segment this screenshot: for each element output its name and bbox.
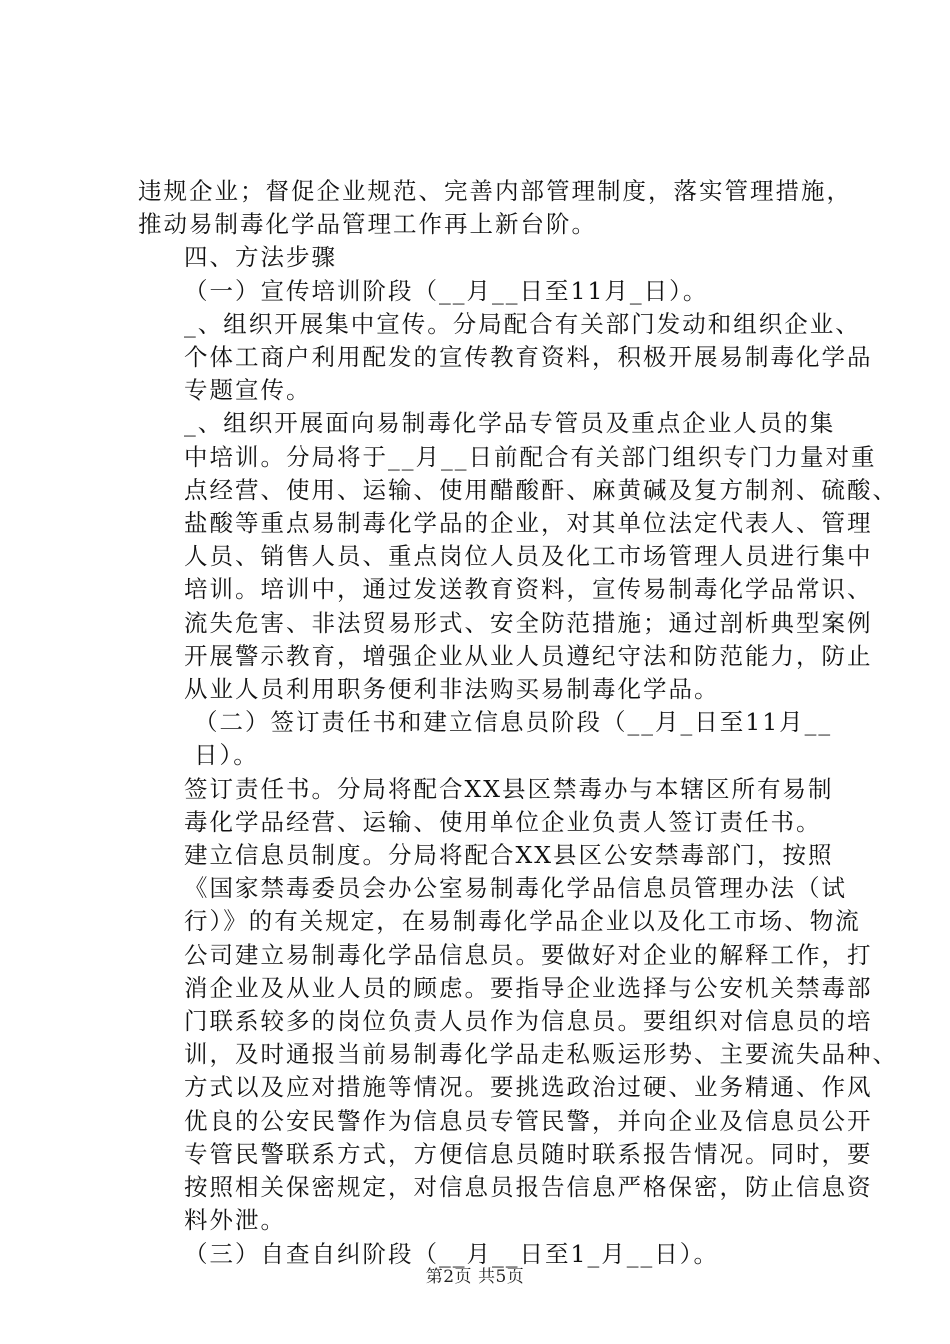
document-body (138, 175, 898, 1271)
text-line: 门联系较多的岗位负责人员作为信息员。要组织对信息员的培 (184, 1007, 873, 1036)
text-line: 个体工商户利用配发的宣传教育资料，积极开展易制毒化学品 (184, 343, 873, 372)
text-line: （三）自查自纠阶段（__月__日至1_月__日）。 (184, 1239, 719, 1268)
paragraph-informant (138, 839, 898, 1237)
subsection-heading-1 (138, 275, 838, 308)
text-line: 建立信息员制度。分局将配合XX县区公安禁毒部门，按照 (184, 841, 834, 870)
paragraph-publicity (138, 308, 873, 408)
text-line: _、组织开展集中宣传。分局配合有关部门发动和组织企业、 (184, 309, 861, 338)
text-line: 专题宣传。 (184, 376, 312, 405)
text-line: 按照相关保密规定，对信息员报告信息严格保密，防止信息资 (184, 1173, 873, 1202)
text-line: 毒化学品经营、运输、使用单位企业负责人签订责任书。 (184, 807, 822, 836)
text-line: 流失危害、非法贸易形式、安全防范措施；通过剖析典型案例 (184, 608, 873, 637)
text-line: 训，及时通报当前易制毒化学品走私贩运形势、主要流失品种、 (184, 1040, 898, 1069)
text-line: 开展警示教育，增强企业从业人员遵纪守法和防范能力，防止 (184, 641, 873, 670)
text-line: 专管民警联系方式，方便信息员随时联系报告情况。同时，要 (184, 1139, 873, 1168)
paragraph-responsibility (138, 773, 838, 839)
text-line: 料外泄。 (184, 1206, 286, 1235)
paragraph-intro (138, 175, 852, 241)
text-line: 人员、销售人员、重点岗位人员及化工市场管理人员进行集中 (184, 542, 873, 571)
text-line: 《国家禁毒委员会办公室易制毒化学品信息员管理办法（试 (184, 874, 847, 903)
text-line: 消企业及从业人员的顾虑。要指导企业选择与公安机关禁毒部 (184, 973, 873, 1002)
section-heading (138, 241, 838, 274)
text-line: 优良的公安民警作为信息员专管民警，并向企业及信息员公开 (184, 1106, 873, 1135)
subsection-heading-2 (138, 706, 838, 772)
text-line: 点经营、使用、运输、使用醋酸酐、麻黄碱及复方制剂、硫酸、 (184, 475, 898, 504)
text-line: 公司建立易制毒化学品信息员。要做好对企业的解释工作，打 (184, 940, 873, 969)
text-line: 从业人员利用职务便利非法购买易制毒化学品。 (184, 675, 720, 704)
text-line: _、组织开展面向易制毒化学品专管员及重点企业人员的集 (184, 409, 836, 438)
text-line: 推动易制毒化学品管理工作再上新台阶。 (138, 210, 597, 239)
text-line: 四、方法步骤 (184, 243, 337, 272)
text-line: 日）。 (194, 741, 259, 770)
text-line: 签订责任书。分局将配合XX县区禁毒办与本辖区所有易制 (184, 774, 834, 803)
paragraph-training (138, 407, 898, 706)
text-line: 违规企业；督促企业规范、完善内部管理制度，落实管理措施， (138, 177, 852, 205)
text-line: （一）宣传培训阶段（__月__日至11月_日）。 (184, 276, 709, 305)
text-line: 培训。培训中，通过发送教育资料，宣传易制毒化学品常识、 (184, 575, 873, 604)
page-footer: 第2页 共5页 (425, 1267, 525, 1287)
text-line: 盐酸等重点易制毒化学品的企业，对其单位法定代表人、管理 (184, 509, 873, 538)
text-line: （二）签订责任书和建立信息员阶段（__月_日至11月__ (194, 708, 833, 737)
text-line: 方式以及应对措施等情况。要挑选政治过硬、业务精通、作风 (184, 1073, 873, 1102)
text-line: 中培训。分局将于__月__日前配合有关部门组织专门力量对重 (184, 442, 877, 471)
text-line: 行）》的有关规定，在易制毒化学品企业以及化工市场、物流 (184, 907, 861, 936)
